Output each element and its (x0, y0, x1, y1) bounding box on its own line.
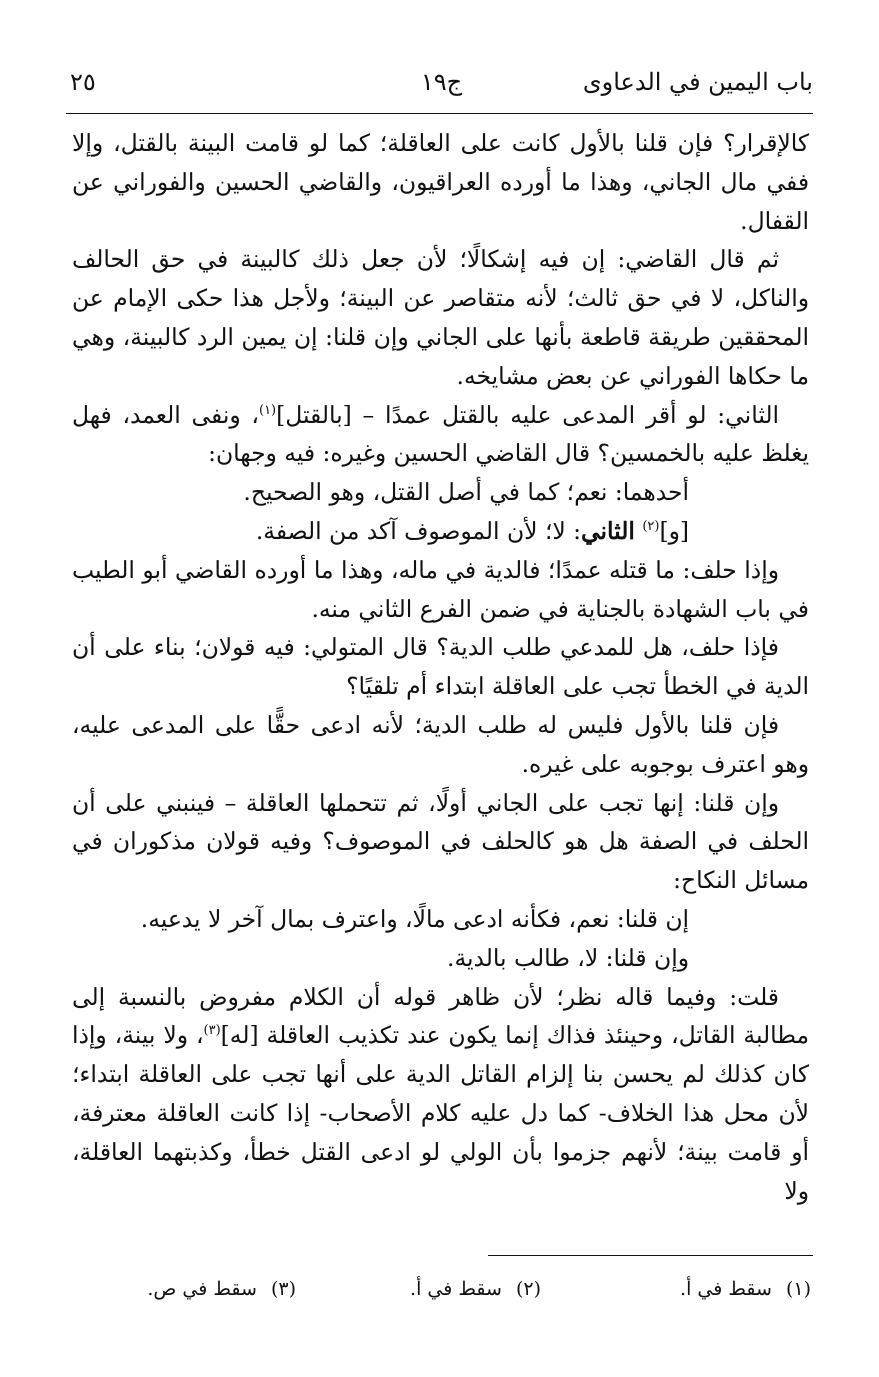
list-item: وإن قلنا: لا، طالب بالدية. (447, 943, 689, 972)
footnotes (100, 1278, 811, 1308)
item-label: أحدهما (622, 478, 689, 507)
paragraph: فإذا حلف، هل للمدعي طلب الدية؟ قال المتولي: فيه قولان؛ بناء على أن الدية في الخطأ تجب على العاقلة ابتداء أم تلقيًا؟ (72, 633, 809, 701)
paragraph: كالإقرار؟ فإن قلنا بالأول كانت على العاقلة؛ كما لو قامت البينة بالقتل، وإلا ففي مال الجاني، وهذا ما أورده العراقيون، والقاضي الحسين والفوراني عن القفال. (72, 129, 809, 235)
footnote-number: (١) (785, 1278, 811, 1300)
paragraph: فإن قلنا بالأول فليس له طلب الدية؛ لأنه ادعى حقًّا على المدعى عليه، وهو اعترف بوجوبه على غيره. (72, 710, 809, 778)
paragraph (72, 978, 809, 1211)
item-text: : لا؛ لأن الموصوف آكد من الصفة. (255, 516, 582, 545)
footnote-text: سقط في ص. (147, 1278, 257, 1300)
footnote (410, 1278, 541, 1300)
volume-number: ج١٩ (420, 68, 463, 96)
paragraph (72, 396, 809, 474)
paragraph: ثم قال القاضي: إن فيه إشكالًا؛ لأن جعل ذلك كالبينة في حق الحالف والناكل، لا في حق ثالث؛ لأنه متقاصر عن البينة؛ ولأجل هذا حكى الإمام عن المحققين طريقة قاطعة بأنها على الجاني وإن قلنا: إن يمين الرد كالبينة، وهي ما حكاها الفوراني عن بعض مشايخه. (72, 245, 809, 390)
list-item (72, 512, 809, 551)
item-text: : نعم؛ كما في أصل القتل، وهو الصحيح. (243, 478, 623, 507)
footnote-marker: (١) (258, 402, 277, 418)
footnote-text: سقط في أ. (410, 1278, 502, 1300)
paragraph-text: الثاني: لو أقر المدعى عليه بالقتل عمدًا – [بالقتل] (276, 400, 780, 429)
list-item: إن قلنا: نعم، فكأنه ادعى مالًا، واعترف بمال آخر لا يدعيه. (140, 904, 689, 933)
footnote-marker: (٣) (203, 1023, 221, 1039)
running-header (70, 68, 813, 108)
header-rule (66, 113, 813, 114)
footnote (147, 1278, 296, 1300)
footnote-marker: (٢) (642, 519, 660, 535)
paragraph-text: ، ونفى العمد، فهل يغلظ عليه بالخمسين؟ قال القاضي الحسين وغيره: فيه وجهان: (72, 400, 809, 468)
item-label: الثاني (581, 516, 635, 545)
footnote-text: سقط في أ. (680, 1278, 772, 1300)
footnote (680, 1278, 811, 1300)
list-item (72, 473, 809, 512)
chapter-title: باب اليمين في الدعاوى (582, 68, 813, 96)
footnote-rule (488, 1255, 813, 1256)
paragraph: وإن قلنا: إنها تجب على الجاني أولًا، ثم تتحملها العاقلة – فينبني على أن الحلف في الصفة هل هو كالحلف في الموصوف؟ وفيه قولان مذكوران في مسائل النكاح: (72, 788, 809, 895)
page-number: ٢٥ (70, 68, 96, 96)
paragraph: وإذا حلف: ما قتله عمدًا؛ فالدية في ماله، وهذا ما أورده القاضي أبو الطيب في باب الشهادة بالجناية في ضمن الفرع الثاني منه. (72, 555, 809, 623)
footnote-number: (٣) (270, 1278, 296, 1300)
main-text (72, 124, 809, 1210)
paragraph-text: قلت: وفيما قاله نظر؛ لأن ظاهر قوله أن الكلام مفروض بالنسبة إلى مطالبة القاتل، وحينئذ فذاك إنما يكون عند تكذيب العاقلة [له] (72, 982, 809, 1050)
paragraph-text: ، ولا بينة، وإذا كان كذلك لم يحسن بنا إلزام القاتل الدية على أنها تجب على العاقلة ابتداء؛ لأن محل هذا الخلاف- كما دل عليه كلام الأصحاب- إذا كانت العاقلة معترفة، أو قامت بينة؛ لأنهم جزموا بأن الولي لو ادعى القتل خطأ، وكذبتهما العاقلة، ولا (72, 1021, 809, 1205)
footnote-number: (٢) (515, 1278, 541, 1300)
item-prefix: [و] (659, 516, 689, 545)
